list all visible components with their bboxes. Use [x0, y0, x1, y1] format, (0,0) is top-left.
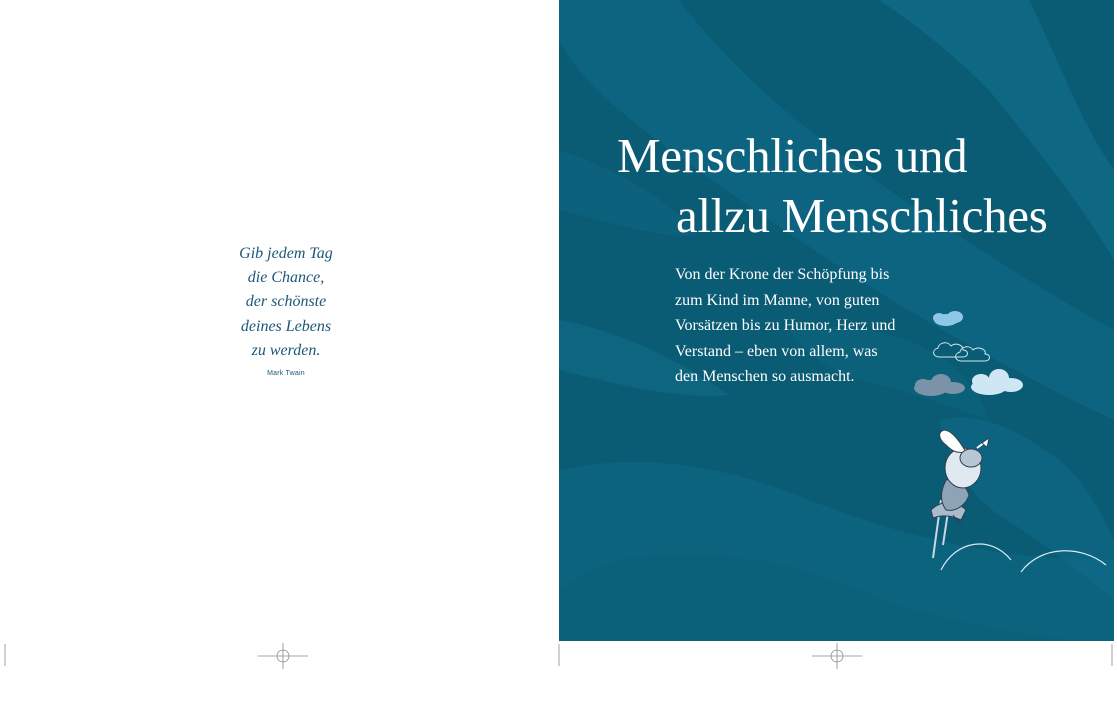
cloud-icon — [971, 369, 1023, 395]
quote-line: die Chance, — [247, 269, 325, 287]
right-page — [559, 0, 1114, 641]
cloud-icon — [914, 374, 965, 396]
intro-line: Verstand – eben von allem, was — [675, 342, 878, 360]
crop-mark — [1111, 644, 1113, 666]
registration-mark — [258, 643, 308, 669]
cloud-icon — [933, 311, 963, 326]
page-title — [617, 126, 1107, 246]
intro-text — [675, 262, 945, 390]
quote-line: der schönste — [245, 293, 327, 311]
intro-line: zum Kind im Manne, von guten — [675, 291, 880, 309]
left-page — [0, 0, 559, 640]
quote-line: deines Lebens — [240, 317, 332, 335]
quote-line: Gib jedem Tag — [239, 245, 333, 262]
intro-line: den Menschen so ausmacht. — [675, 368, 855, 386]
quote-line: zu werden. — [251, 341, 321, 359]
intro-line: Vorsätzen bis zu Humor, Herz und — [675, 317, 896, 335]
crop-mark — [4, 644, 6, 666]
stilt-walker-with-clouds-illustration — [911, 300, 1111, 590]
character-figure — [931, 430, 989, 558]
cloud-outline-icon — [934, 343, 990, 361]
quote — [186, 242, 386, 363]
quote-author: Mark Twain — [267, 370, 305, 377]
registration-mark — [812, 643, 862, 669]
title-line: Menschliches und — [617, 128, 968, 183]
crop-mark — [558, 644, 560, 666]
intro-line: Von der Krone der Schöpfung bis — [675, 266, 890, 283]
title-line: allzu Menschliches — [676, 188, 1048, 243]
